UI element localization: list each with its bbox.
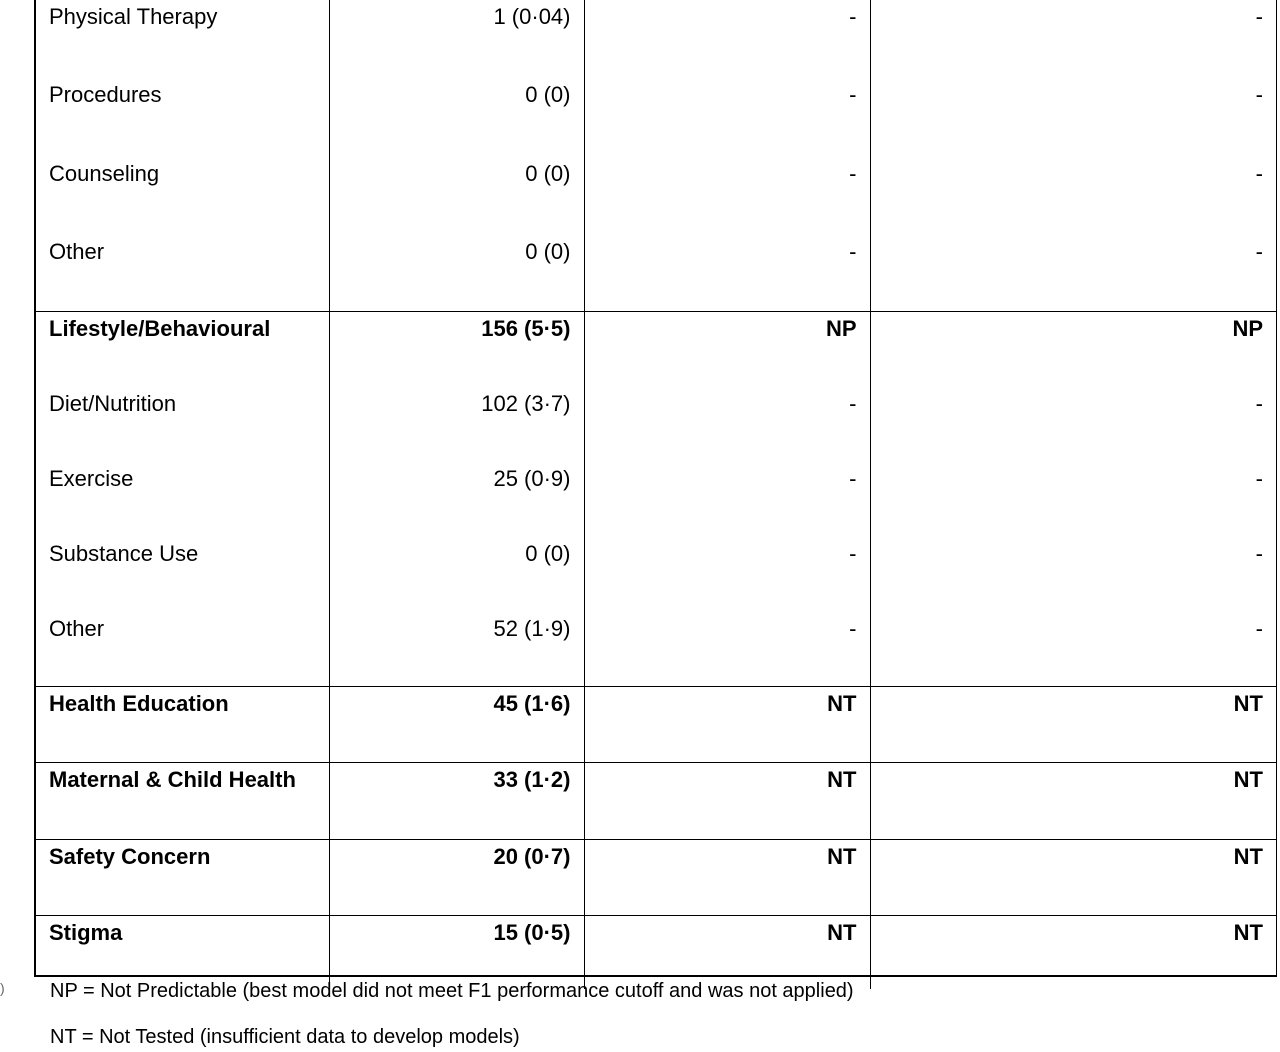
table-row xyxy=(36,687,1276,763)
row-col4: - xyxy=(870,157,1276,235)
row-col4: - xyxy=(870,462,1276,537)
row-col4: - xyxy=(870,235,1276,312)
table-row xyxy=(36,462,1276,537)
row-col4: - xyxy=(870,387,1276,462)
row-count: 0 (0) xyxy=(329,537,584,612)
row-label: Other xyxy=(49,616,105,641)
row-count: 156 (5·5) xyxy=(329,312,584,388)
row-col4: - xyxy=(870,537,1276,612)
row-col3: - xyxy=(584,235,870,312)
row-label: Procedures xyxy=(49,82,162,107)
row-col3: NT xyxy=(584,687,870,763)
row-col3: - xyxy=(584,78,870,157)
row-count: 0 (0) xyxy=(329,157,584,235)
row-label: Substance Use xyxy=(49,541,199,566)
row-col4: - xyxy=(870,612,1276,687)
row-col3: NP xyxy=(584,312,870,388)
row-col4: - xyxy=(870,0,1276,78)
table-row xyxy=(36,0,1276,78)
row-col3: - xyxy=(584,462,870,537)
row-label: Other xyxy=(49,239,105,264)
table-row xyxy=(36,235,1276,312)
row-col4: NT xyxy=(870,687,1276,763)
results-table xyxy=(34,0,1277,977)
row-col3: - xyxy=(584,157,870,235)
row-label: Physical Therapy xyxy=(49,4,218,29)
table-row xyxy=(36,916,1276,990)
row-count: 52 (1·9) xyxy=(329,612,584,687)
legend-np-note: NP = Not Predictable (best model did not meet F1 performance cutoff and was not applied) xyxy=(50,980,854,1002)
legend-nt-note: NT = Not Tested (insufficient data to develop models) xyxy=(50,1026,520,1048)
table-row xyxy=(36,312,1276,388)
row-count: 0 (0) xyxy=(329,78,584,157)
page-edge-mark: ) xyxy=(0,980,5,996)
row-count: 102 (3·7) xyxy=(329,387,584,462)
row-count: 45 (1·6) xyxy=(329,687,584,763)
row-col4: NT xyxy=(870,840,1276,916)
row-col4: - xyxy=(870,78,1276,157)
row-col3: - xyxy=(584,537,870,612)
row-label: Lifestyle/Behavioural xyxy=(36,312,329,388)
row-col4: NT xyxy=(870,763,1276,840)
row-count: 33 (1·2) xyxy=(329,763,584,840)
row-count: 20 (0·7) xyxy=(329,840,584,916)
row-count: 25 (0·9) xyxy=(329,462,584,537)
table-row xyxy=(36,157,1276,235)
row-count: 15 (0·5) xyxy=(329,916,584,990)
row-col3: NT xyxy=(584,916,870,990)
row-col4: NT xyxy=(870,916,1276,990)
row-label: Safety Concern xyxy=(36,840,329,916)
table-row xyxy=(36,840,1276,916)
row-label: Stigma xyxy=(36,916,329,990)
row-col3: - xyxy=(584,612,870,687)
row-label: Health Education xyxy=(36,687,329,763)
table-row xyxy=(36,387,1276,462)
row-label: Counseling xyxy=(49,161,160,186)
table-row xyxy=(36,612,1276,687)
row-col3: NT xyxy=(584,763,870,840)
row-label: Exercise xyxy=(49,466,134,491)
row-col4: NP xyxy=(870,312,1276,388)
row-col3: NT xyxy=(584,840,870,916)
row-label: Maternal & Child Health xyxy=(36,763,329,840)
row-count: 0 (0) xyxy=(329,235,584,312)
row-count: 1 (0·04) xyxy=(329,0,584,78)
row-col3: - xyxy=(584,387,870,462)
row-col3: - xyxy=(584,0,870,78)
row-label: Diet/Nutrition xyxy=(49,391,177,416)
table-row xyxy=(36,763,1276,840)
table-row xyxy=(36,537,1276,612)
table-row xyxy=(36,78,1276,157)
